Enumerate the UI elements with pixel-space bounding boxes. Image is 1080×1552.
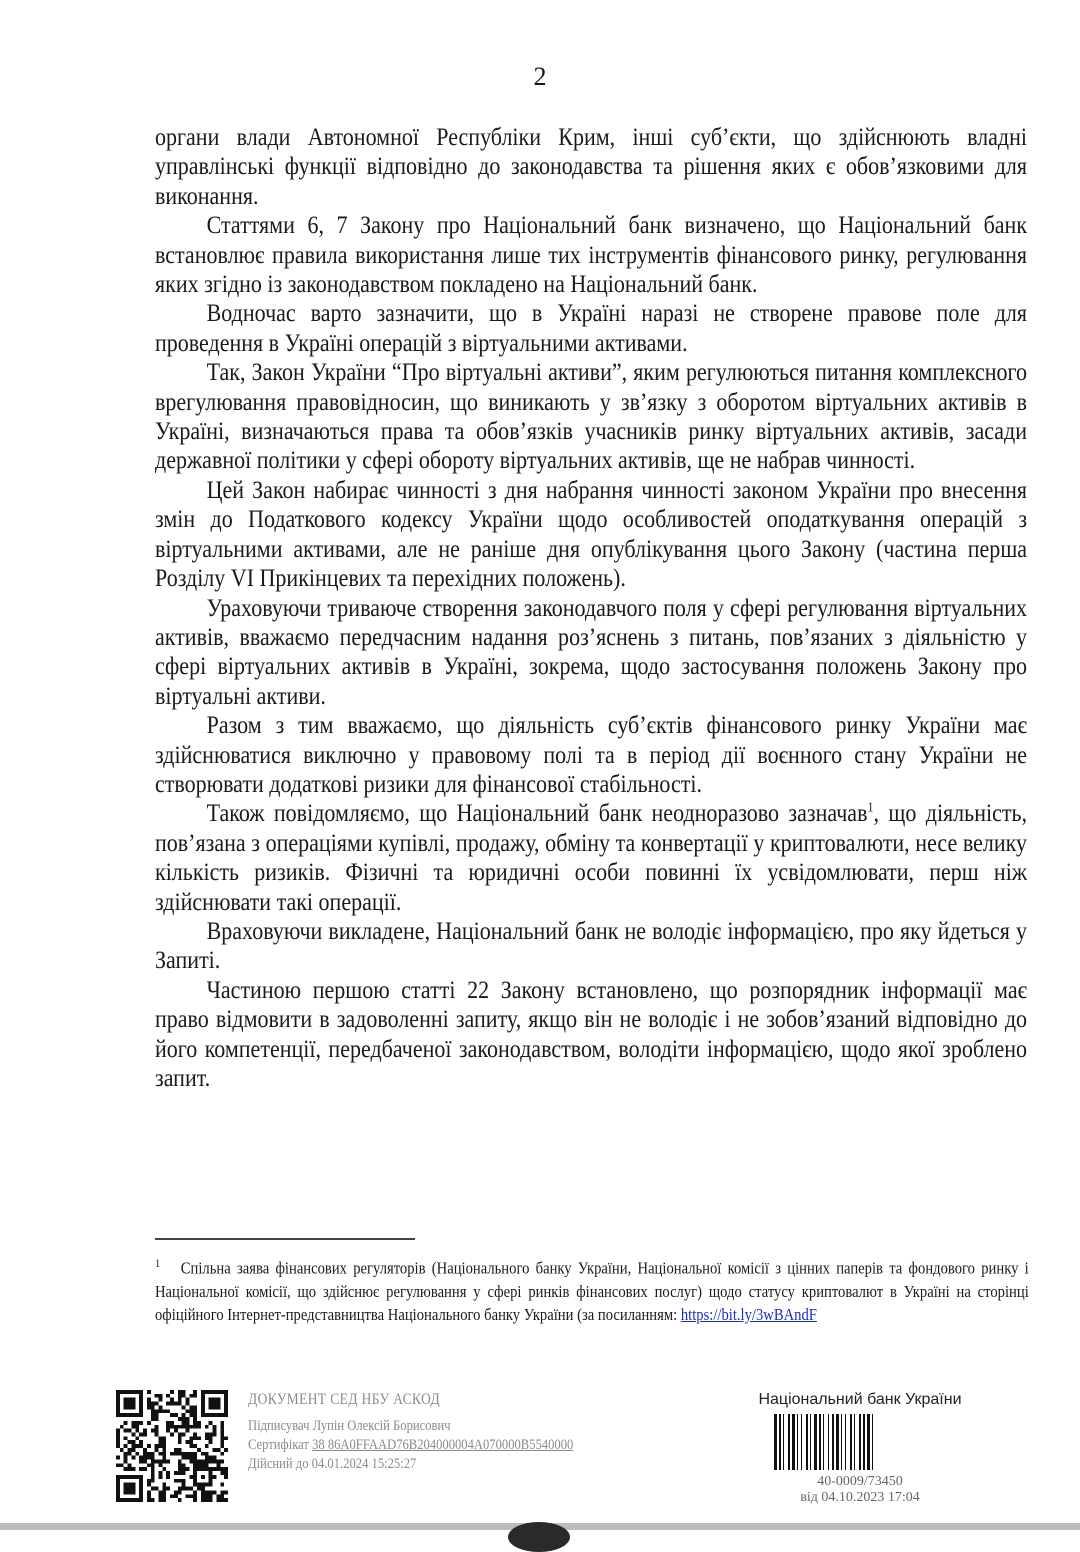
digital-signature-stamp	[248, 1390, 685, 1474]
signer-label: Підписувач	[248, 1418, 310, 1434]
paragraph-text: , що діяльність, пов’язана з операціями купівлі, продажу, обміну та конвертації у криптовалюти, несе велику кількість ризиків. Фізичні та юридичні особи повинні їх усвідомлювати, перш ніж здійснювати такі операції.	[155, 798, 1028, 916]
paragraph	[155, 798, 1027, 916]
barcode-bar	[797, 1414, 798, 1470]
barcode-bar	[832, 1414, 834, 1470]
qr-code-icon	[116, 1390, 228, 1502]
barcode-bar	[823, 1414, 824, 1470]
registration-number: 40-0009/73450	[817, 1474, 903, 1489]
barcode-bar	[779, 1414, 781, 1470]
footnote-text: Спільна заява фінансових регуляторів (Національного банку України, Національної комісії з цінних паперів та фондового ринку і Національної комісії, що здійснює регулювання у сфері ринків фінансових послуг) щодо статусу криптовалют в Україні на сторінці офіційного Інтернет-представництва Національного банку України (за посиланням:	[155, 1258, 1029, 1324]
barcode-bar	[845, 1414, 846, 1470]
barcode-bar	[819, 1414, 821, 1470]
signer-name: Лупін Олексій Борисович	[312, 1418, 451, 1434]
validity-line	[248, 1455, 685, 1474]
footnote-separator	[155, 1238, 415, 1240]
paragraph: Статтями 6, 7 Закону про Національний банк визначено, що Національний банк встановлює правила використання лише тих інструментів фінансового ринку, регулювання яких згідно із законодавством покладено на Національний банк.	[155, 210, 1028, 299]
letter-body	[155, 122, 1027, 1092]
scroll-thumb[interactable]	[508, 1522, 570, 1552]
paragraph: Цей Закон набирає чинності з дня набрання чинності законом України про внесення змін до Податкового кодексу України щодо особливостей оподаткування операцій з віртуальними активами, але не раніше дня опублікування цього Закону (частина перша Розділу VI Прикінцевих та перехідних положень).	[155, 474, 1028, 593]
paragraph: Разом з тим вважаємо, що діяльність суб’єктів фінансового ринку України має здійснюватися виключно у правовому полі та в період дії воєнного стану України не створювати додаткові ризики для фінансової стабільності.	[155, 710, 1028, 798]
paragraph: Так, Закон України “Про віртуальні активи”, яким регулюються питання комплексного врегулювання правовідносин, що виникають у зв’язку з оборотом віртуальних активів в Україні, визначаються права та обов’язків учасників ринку віртуальних активів, засади державної політики у сфері обороту віртуальних активів, ще не набрав чинності.	[155, 357, 1028, 475]
barcode-bar	[810, 1414, 811, 1470]
barcode-bar	[806, 1414, 808, 1470]
paragraph: Водночас варто зазначити, що в Україні наразі не створене правове поле для проведення в Україні операцій з віртуальними активами.	[155, 298, 1028, 357]
barcode-bar	[841, 1414, 842, 1470]
signer-line	[248, 1417, 685, 1436]
barcode-bar	[867, 1414, 870, 1470]
validity-date: 04.01.2024 15:25:27	[311, 1456, 417, 1472]
registration-date: від 04.10.2023 17:04	[800, 1490, 920, 1505]
barcode-bar	[783, 1414, 784, 1470]
certificate-number: 38 86A0FFAAD76B204000004A070000B5540000	[312, 1437, 574, 1453]
barcode-bar	[774, 1414, 777, 1470]
certificate-line	[248, 1436, 685, 1455]
stamp-title: ДОКУМЕНТ СЕД НБУ АСКОД	[248, 1391, 441, 1408]
paragraph: органи влади Автономної Республіки Крим, інші суб’єкти, що здійснюють владні управлінські функції відповідно до законодавства та рішення яких є обов’язковими для виконання.	[155, 122, 1028, 210]
barcode-bar	[836, 1414, 839, 1470]
barcode-bar	[792, 1414, 795, 1470]
barcode-bar	[828, 1414, 829, 1470]
paragraph: Частиною першою статті 22 Закону встановлено, що розпорядник інформації має право відмовити в задоволенні запиту, якщо він не володіє і не зобов’язаний відповідно до його компетенції, передбаченої законодавством, володіти інформацією, щодо якої зроблено запит.	[155, 974, 1028, 1092]
paragraph: Враховуючи викладене, Національний банк не володіє інформацією, про яку йдеться у Запиті.	[155, 915, 1028, 975]
footnote-mark: 1	[155, 1256, 161, 1270]
paragraph-text: Також повідомляємо, що Національний банк неодноразово зазначав	[206, 798, 868, 828]
paragraph: Ураховуючи триваюче створення законодавчого поля у сфері регулювання віртуальних активів, вважаємо передчасним надання роз’яснень з питань, пов’язаних з діяльністю у сфері віртуальних активів в Україні, зокрема, щодо застосування положень Закону про віртуальні активи.	[155, 592, 1028, 710]
barcode-bar	[788, 1414, 790, 1470]
certificate-label: Сертифікат	[248, 1437, 309, 1453]
barcode-bar	[850, 1414, 852, 1470]
registration-barcode-block	[740, 1390, 980, 1506]
registration-organization: Національний банк України	[758, 1391, 962, 1408]
barcode-icon	[770, 1414, 950, 1470]
barcode-bar	[814, 1414, 817, 1470]
barcode-bar	[801, 1414, 802, 1470]
barcode-bar	[859, 1414, 861, 1470]
page-number: 2	[533, 62, 547, 91]
footnote	[155, 1252, 1029, 1326]
footnote-link[interactable]: https://bit.ly/3wBAndF	[680, 1304, 817, 1324]
barcode-bar	[863, 1414, 865, 1470]
barcode-bar	[854, 1414, 855, 1470]
footnote-reference[interactable]: 1	[867, 800, 874, 816]
barcode-bar	[872, 1414, 873, 1470]
validity-label: Дійсний до	[248, 1456, 309, 1472]
